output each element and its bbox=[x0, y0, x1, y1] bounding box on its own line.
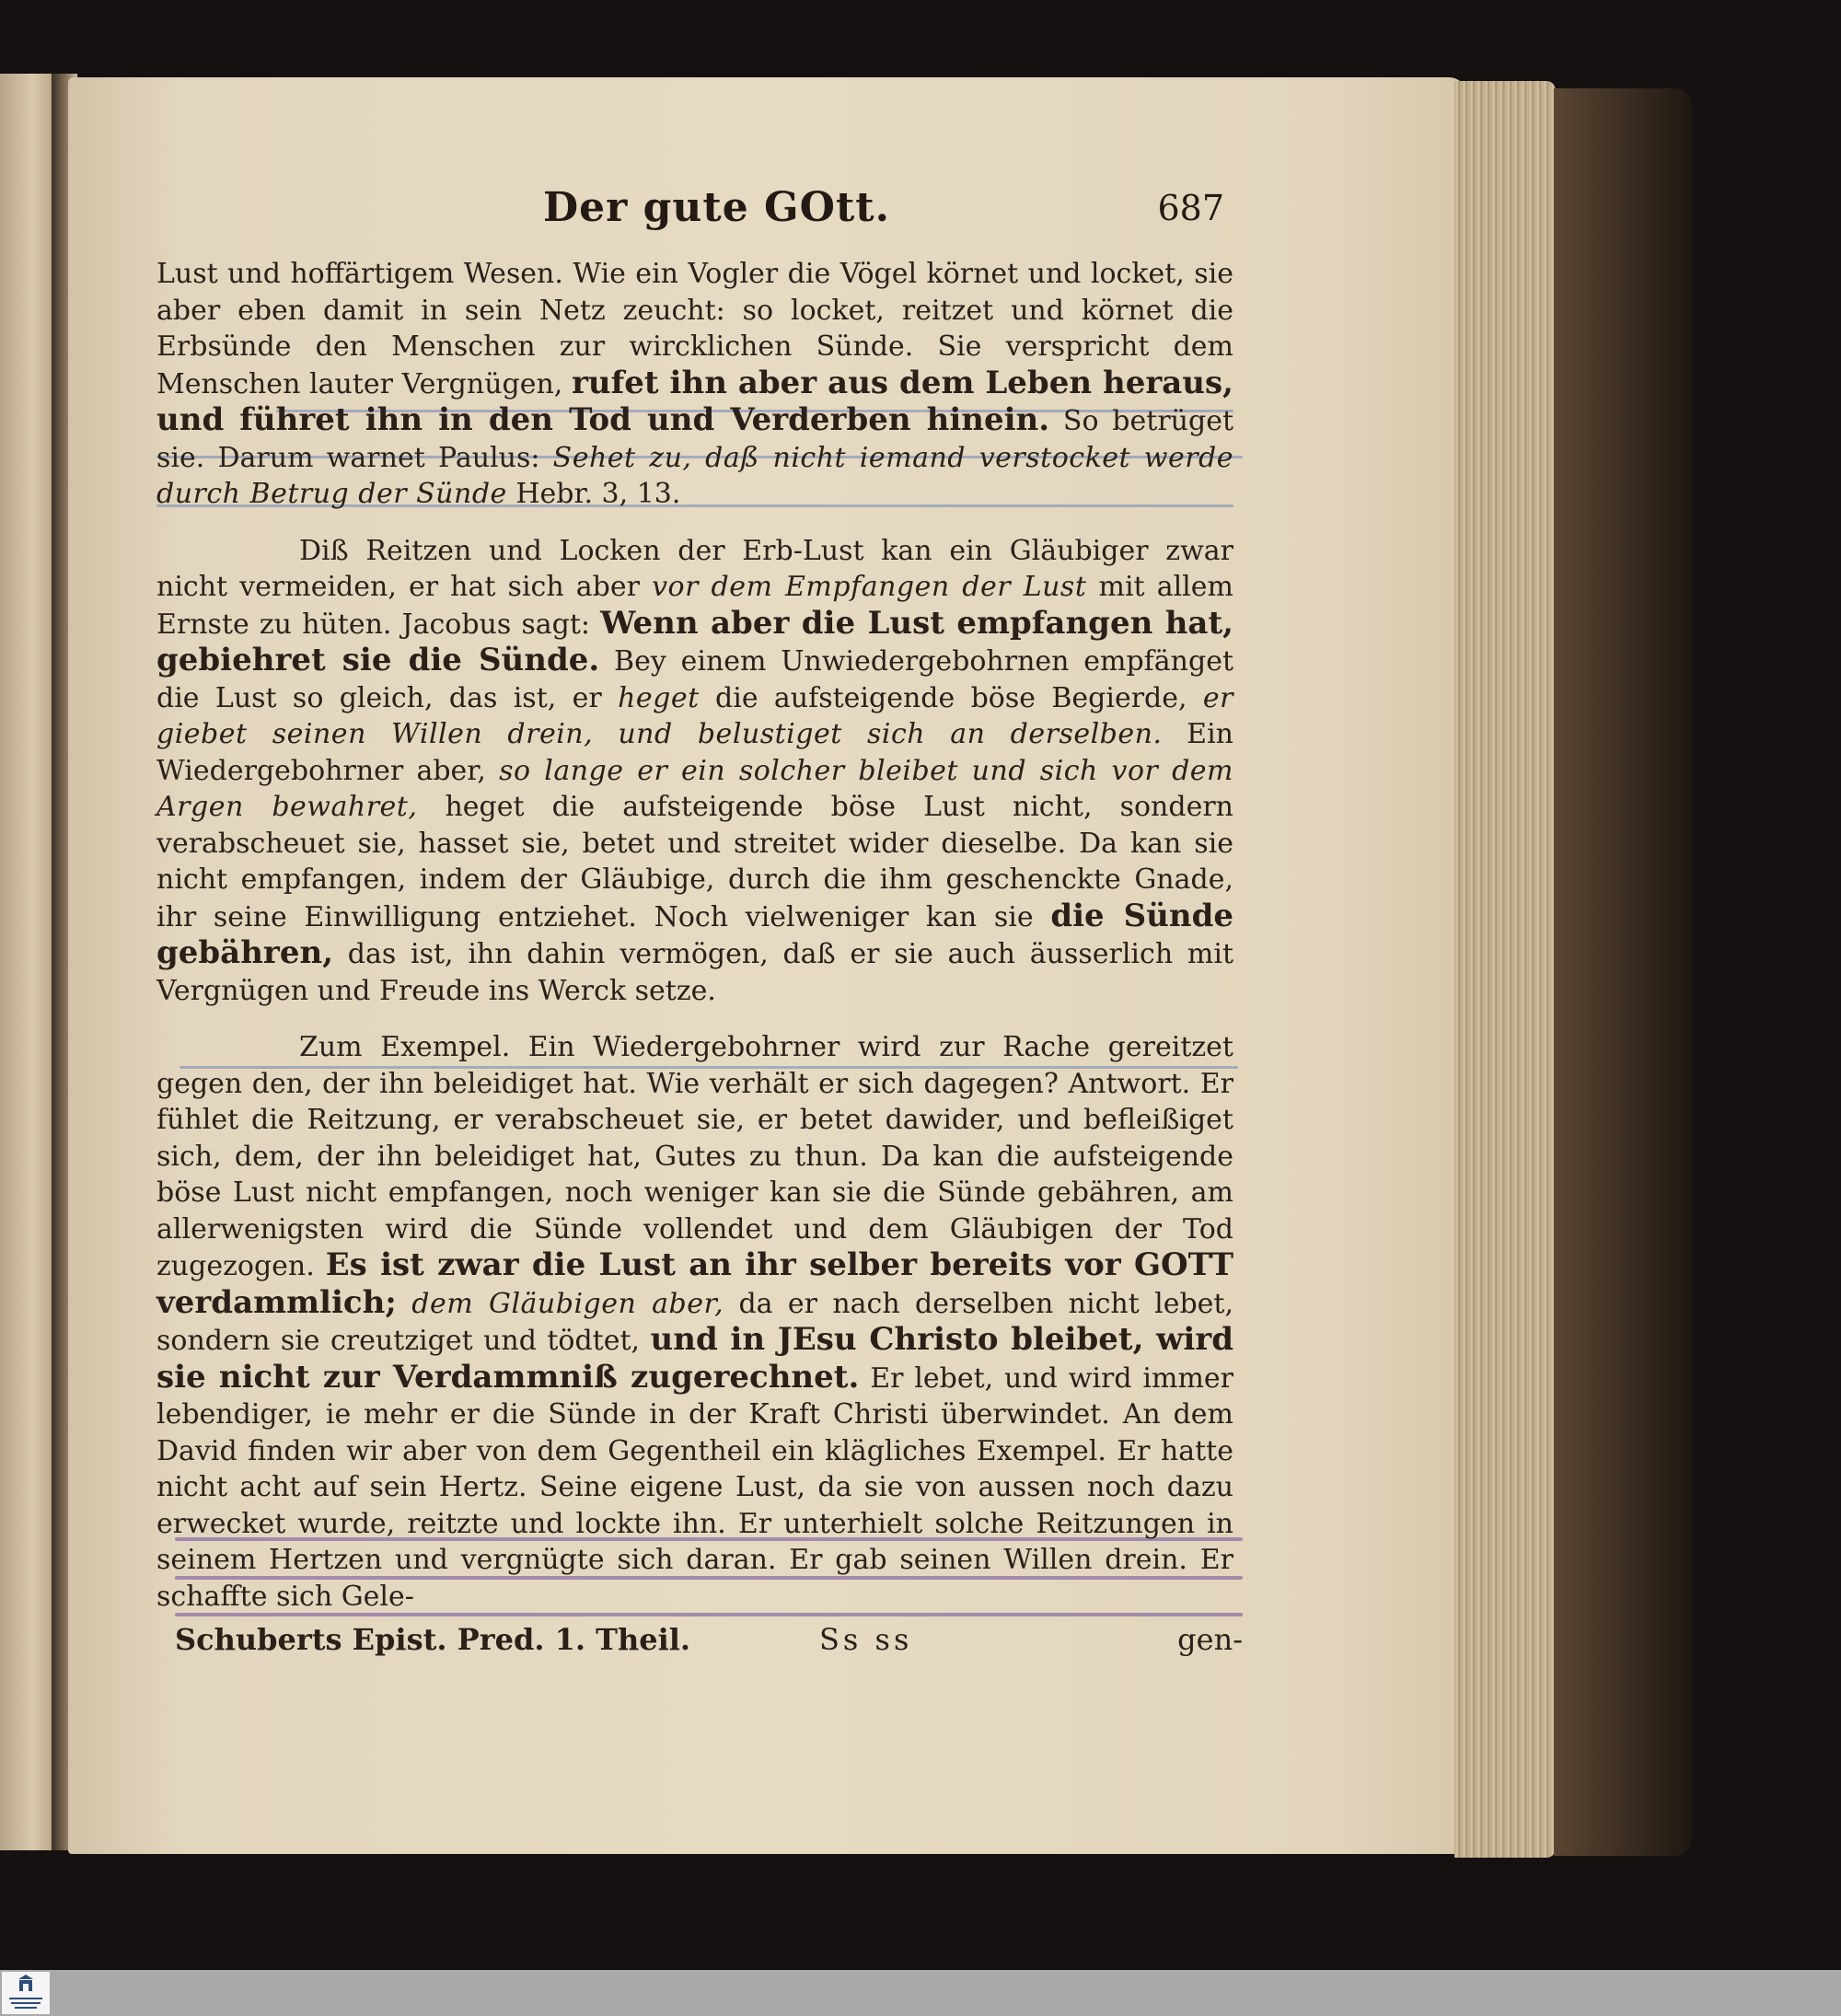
emphasized-text: so lange er ein solcher bleibet und sich vor dem Argen bewahret, bbox=[156, 754, 1233, 823]
emphasized-text: dem Gläubigen aber, bbox=[411, 1287, 724, 1320]
book-cover-board bbox=[1554, 88, 1692, 1856]
page-edges bbox=[1454, 81, 1556, 1858]
scripture-quote: Sehet zu, daß nicht iemand verstocket werde durch Betrug der Sünde bbox=[156, 441, 1233, 510]
catchword: gen- bbox=[1177, 1622, 1243, 1657]
text-run: Lust und hoffärtigem Wesen. Wie ein Vogler die Vögel körnet und locket, sie aber eben damit in sein Netz zeucht: so locket, reitzet und körnet die Erbsünde den Menschen zur wircklichen Sünde. Sie verspricht dem Menschen lauter Vergnügen, bbox=[156, 258, 1233, 400]
text-run: Bey einem Unwiedergebohrnen empfänget die Lust so gleich, das ist, er bbox=[156, 645, 1234, 714]
emphasized-text: Es ist zwar die Lust an ihr selber bereits vor GOTT verdammlich; bbox=[156, 1246, 1233, 1321]
text-run: Zum Exempel. Ein Wiedergebohrner wird zur Rache gereitzet gegen den, der ihn beleidiget hat. Wie verhält er sich dagegen? Antwort. Er fühlet die Reitzung, er verabscheuet sie, er betet dawider, und befleißiget sich, dem, der ihn beleidiget hat, Gutes zu thun. Da kan die aufsteigende böse Lust nicht empfangen, noch weniger kan sie die Sünde gebähren, am allerwenigsten wird die Sünde vollendet und dem Gläubigen der Tod zugezogen. bbox=[156, 1031, 1233, 1282]
scripture-quote: Wenn aber die Lust empfangen hat, gebiehret sie die Sünde. bbox=[156, 604, 1233, 678]
text-run bbox=[397, 1288, 411, 1320]
text-run: Diß Reitzen und Locken der Erb-Lust kan ein Gläubiger zwar nicht vermeiden, er hat sich aber bbox=[156, 534, 1233, 603]
text-run: mit allem Ernste zu hüten. Jacobus sagt: bbox=[156, 571, 1233, 641]
page-footer bbox=[175, 1622, 1243, 1666]
emphasized-text: und in JEsu Christo bleibet, wird sie nicht zur Verdammniß zugerechnet. bbox=[156, 1321, 1233, 1396]
running-title: Der gute GOtt. bbox=[543, 184, 890, 231]
signature-code: Ss ss bbox=[819, 1622, 913, 1657]
text-run: da er nach derselben nicht lebet, sondern sie creutziget und tödtet, bbox=[156, 1287, 1234, 1357]
scripture-reference: Hebr. 3, 13. bbox=[506, 478, 681, 510]
text-run: die aufsteigende böse Begierde, bbox=[699, 681, 1203, 714]
library-logo-icon-graphic bbox=[2, 1972, 50, 2014]
emphasized-text: rufet ihn aber aus dem Leben heraus, und führet ihn in den Tod und Verderben hinein. bbox=[156, 364, 1233, 438]
text-run: heget die aufsteigende böse Lust nicht, sondern verabscheuet sie, hasset sie, betet und streitet wider dieselbe. Da kan sie nicht empfangen, indem der Gläubige, durch die ihm geschenckte Gnade, ihr seine Einwilligung entziehet. Noch vielweniger kan sie bbox=[156, 791, 1233, 933]
text-run: So betrüget sie. Darum warnet Paulus: bbox=[156, 405, 1233, 474]
text-run: Er lebet, und wird immer lebendiger, ie mehr er die Sünde in der Kraft Christi überwindet. An dem David finden wir aber von dem Gegentheil ein klägliches Exempel. Er hatte nicht acht auf sein Hertz. Seine eigene Lust, da sie von aussen noch dazu erwecket wurde, reitzte und lockte ihn. Er unterhielt solche Reitzungen in seinem Hertzen und vergnügte sich daran. Er gab seinen Willen drein. Er schaffte sich Gele- bbox=[156, 1361, 1234, 1613]
paragraph bbox=[156, 533, 1233, 1010]
paragraph bbox=[156, 1029, 1233, 1615]
body-text bbox=[156, 256, 1233, 1615]
paragraph bbox=[156, 256, 1233, 513]
emphasized-text: heget bbox=[618, 681, 700, 714]
viewer-bottom-strip bbox=[0, 1970, 1841, 2016]
emphasized-text: vor dem Empfangen der Lust bbox=[652, 571, 1087, 603]
running-head bbox=[147, 184, 1224, 249]
signature-mark: Schuberts Epist. Pred. 1. Theil. bbox=[175, 1622, 691, 1657]
emphasized-text: er giebet seinen Willen drein, und belustiget sich an derselben. bbox=[156, 681, 1233, 750]
emphasized-text: die Sünde gebähren, bbox=[156, 897, 1233, 971]
text-run: das ist, ihn dahin vermögen, daß er sie auch äusserlich mit Vergnügen und Freude ins Werck setze. bbox=[156, 938, 1233, 1007]
page-number: 687 bbox=[1157, 188, 1224, 228]
left-facing-page bbox=[0, 74, 59, 1850]
library-logo-icon[interactable] bbox=[2, 1972, 50, 2014]
text-run: Ein Wiedergebohrner aber, bbox=[156, 718, 1233, 787]
